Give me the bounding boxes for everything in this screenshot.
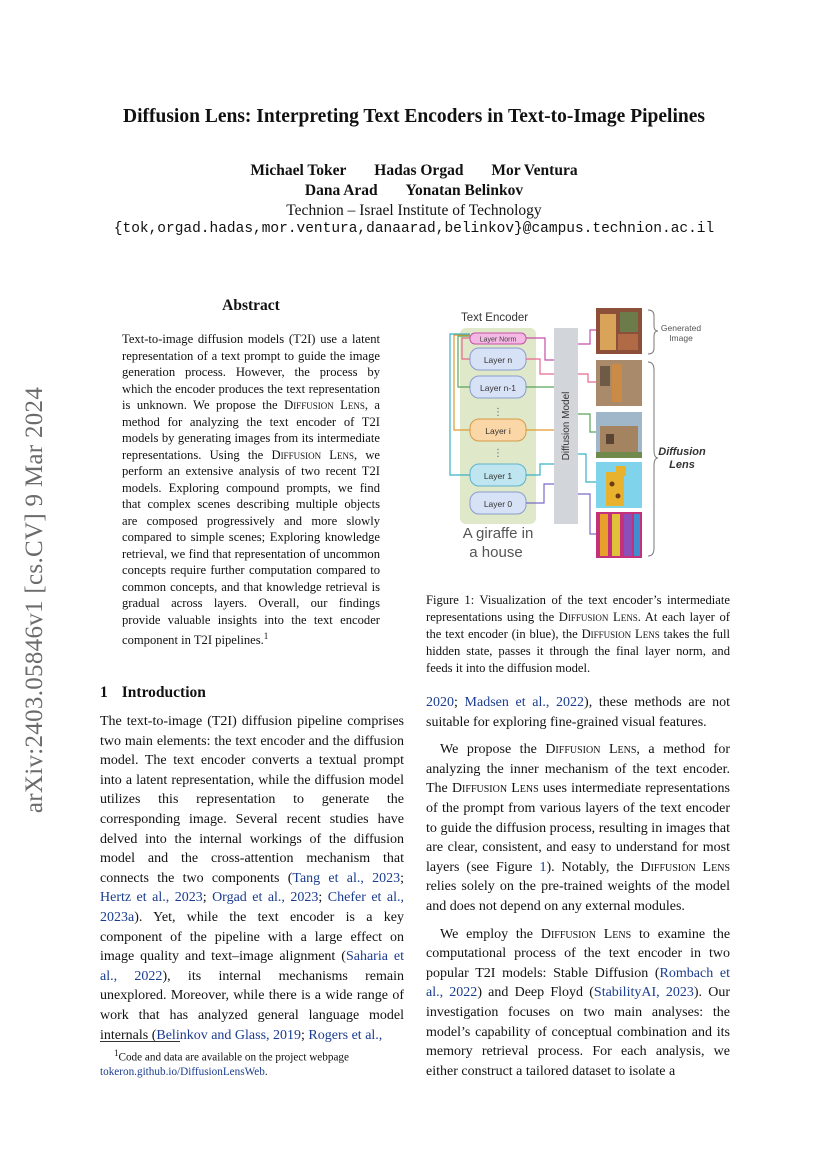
arxiv-id-text: arXiv:2403.05846v1 [cs.CV] 9 Mar 2024 [21, 386, 48, 814]
figure-caption: Figure 1: Visualization of the text encoder’s intermediate representations using the Diffusion Lens. At each layer of the text encoder (in blue), the Diffusion Lens takes the full hidden state, passes it through the final layer norm, and feeds it into the diffusion model. [426, 593, 730, 675]
method-name: Diffusion Lens [558, 610, 638, 624]
layer-i-label: Layer i [485, 426, 511, 436]
paragraph: We employ the Diffusion Lens to examine the computational process of the text encoder in two popular T2I models: Stable Diffusion (Rombach et al., 2022) and Deep Floyd (StabilityAI, 2023). Our investigation focuses on two main analyses: the model’s capability of conceptual combination and its memory retrieval process. For each analysis, we either construct a tailored dataset to isolate a [426, 926, 731, 1079]
layer-0-label: Layer 0 [483, 499, 513, 509]
abstract-body: Text-to-image diffusion models (T2I) use a latent representation of a text prompt to guide the image generation process. However, the process by which the encoder produces the text representation is unknown. We propose the Diffusion Lens, a method for analyzing the text encoder of T2I models by generating images from its intermediate representations. Using the Diffusion Lens, we perform an extensive analysis of two recent T2I models. Exploring compound prompts, we find that complex scenes describing multiple objects are composed progressively and more slowly compared to simple scenes; Exploring knowledge retrieval, we find that representation of uncommon concepts require further computation compared to common concepts, and that knowledge retrieval is gradual across layers. Overall, our findings provide valuable insights into the text encoder component in T2I pipelines.$^1$ [122, 332, 381, 648]
diffusion-lens-label-2: Lens [669, 459, 695, 471]
diffusion-lens-label-1: Diffusion [658, 446, 706, 458]
layer-n-label: Layer n [483, 355, 513, 365]
affiliation: Technion – Israel Institute of Technology [286, 202, 542, 219]
paper-title: Diffusion Lens: Interpreting Text Encoders in Text-to-Image Pipelines [123, 106, 705, 127]
generated-image-layer-n [596, 360, 642, 406]
author-line-2 [0, 182, 828, 200]
author-name: Hadas Orgad [374, 162, 464, 179]
citation-link[interactable]: Belinkov and Glass, 2019 [156, 1027, 302, 1043]
intro-paragraph: The text-to-image (T2I) diffusion pipeline comprises two main elements: the text encoder and the diffusion model. The text encoder converts a textual prompt into a latent representation, while the diffusion model utilizes this representation to generate the corresponding image. Several recent studies have delved into the internal workings of the diffusion model and the cross-attention mechanism that connects the two components (Tang et al., 2023; Hertz et al., 2023; Orgad et al., 2023; Chefer et al., 2023a). Yet, while the text encoder is a key component of the pipeline with a large effect on image quality and text–image alignment (Saharia et al., 2022), its internal mechanisms remain unexplored. Moreover, while there is a wide range of work that has analyzed general language model internals (Belinkov and Glass, 2019; Rogers et al., [100, 714, 404, 1043]
method-name: Diffusion Lens [451, 781, 539, 797]
author-emails: {tok,orgad.hadas,mor.ventura,danaarad,belinkov}@campus.technion.ac.il [113, 221, 715, 237]
text-encoder-label: Text Encoder [461, 312, 529, 324]
project-webpage-link[interactable]: tokeron.github.io/DiffusionLensWeb [100, 1065, 265, 1078]
arxiv-identifier [20, 365, 50, 835]
method-name: Diffusion Lens [540, 926, 632, 942]
generated-label-1: Generated [660, 323, 702, 333]
citation-link[interactable]: Orgad et al., 2023 [212, 890, 319, 906]
paragraph-continuation: 2020; Madsen et al., 2022), these methods are not suitable for exploring fine-grained visual features. [426, 695, 731, 730]
method-name: Diffusion Lens [640, 859, 731, 875]
citation-link[interactable]: Hertz et al., 2023 [100, 890, 203, 906]
layer-1-label: Layer 1 [483, 471, 513, 481]
ellipsis: ⋮ [493, 448, 503, 459]
footnote-marker[interactable]: 1 [263, 631, 269, 641]
citation-link[interactable]: Saharia et al., 2022 [100, 949, 404, 984]
generated-image-layer-0 [596, 512, 642, 558]
footnote: $^1$Code and data are available on the project webpage tokeron.github.io/DiffusionLensWeb. [100, 1048, 349, 1078]
diffusion-model-label: Diffusion Model [561, 391, 572, 461]
right-column-text [426, 693, 730, 1081]
paragraph: We propose the Diffusion Lens, a method for analyzing the inner mechanism of the text encoder. The Diffusion Lens uses intermediate representations of the prompt from various layers of the text encoder to guide the diffusion process, resulting in images that are clear, consistent, and easy to understand for most layers (see Figure 1). Notably, the Diffusion Lens relies solely on the pre-trained weights of the model and does not depend on any external modules. [426, 742, 731, 914]
layer-norm-label: Layer Norm [479, 336, 517, 344]
prompt-line-2: a house [469, 544, 523, 561]
generated-brace [648, 310, 658, 354]
citation-link[interactable]: StabilityAI, 2023 [593, 985, 694, 1001]
author-line-1 [0, 162, 828, 180]
layer-n-1-label: Layer n-1 [480, 383, 516, 393]
prompt-line-1: A giraffe in [462, 525, 534, 542]
generated-image-layer-1 [596, 462, 642, 508]
ellipsis: ⋮ [493, 407, 503, 418]
lens-brace [648, 362, 658, 556]
footnote-divider [100, 1041, 180, 1042]
generated-image-layer-i [596, 412, 642, 458]
citation-link[interactable]: Madsen et al., 2022 [464, 695, 585, 710]
author-name: Michael Toker [250, 162, 347, 179]
abstract-heading: Abstract [222, 297, 280, 314]
author-name: Mor Ventura [491, 162, 578, 179]
author-name: Yonatan Belinkov [405, 182, 524, 199]
generated-label-2: Image [669, 333, 693, 343]
generated-image-final [596, 308, 642, 354]
citation-link[interactable]: 2020 [426, 695, 454, 710]
section-heading-introduction: 1 Introduction [100, 684, 206, 701]
citation-link[interactable]: Chefer et al., 2023a [100, 890, 404, 925]
author-name: Dana Arad [304, 182, 378, 199]
output-arrows [578, 330, 596, 534]
method-name: Diffusion Lens [271, 447, 354, 462]
citation-link[interactable]: Tang et al., 2023 [292, 870, 401, 886]
figure-reference-link[interactable]: 1 [539, 859, 547, 875]
method-name: Diffusion Lens [545, 742, 637, 758]
citation-link[interactable]: Rombach et al., 2022 [426, 965, 730, 1001]
method-name: Diffusion Lens [284, 398, 365, 412]
citation-link[interactable]: Rogers et al., [308, 1027, 383, 1043]
method-name: Diffusion Lens [581, 627, 660, 641]
figure-1 [420, 304, 736, 579]
